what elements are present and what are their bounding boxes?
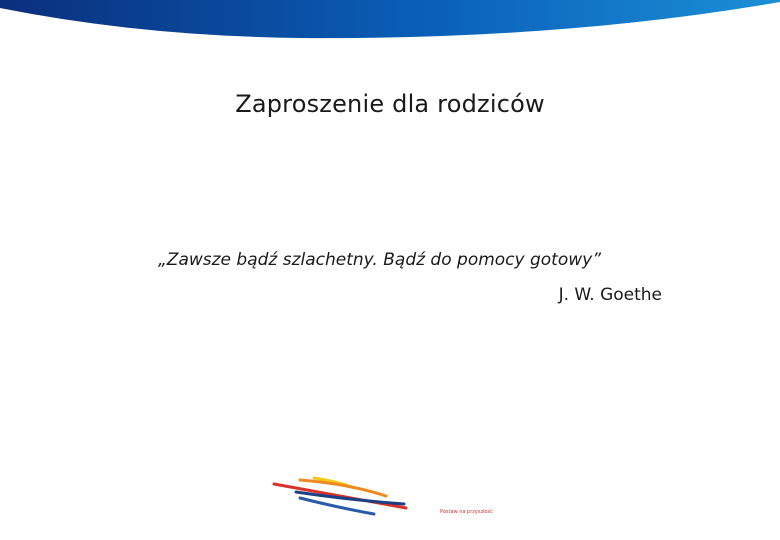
slide-title: Zaproszenie dla rodziców: [235, 90, 545, 118]
quote-text: „Zawsze bądź szlachetny. Bądź do pomocy gotowy”: [158, 250, 602, 270]
logo-stripes-icon: [270, 470, 510, 526]
logo-caption: Postaw na przyszłość: [440, 509, 493, 515]
quote-author: J. W. Goethe: [558, 285, 662, 305]
header-band: [0, 0, 780, 44]
